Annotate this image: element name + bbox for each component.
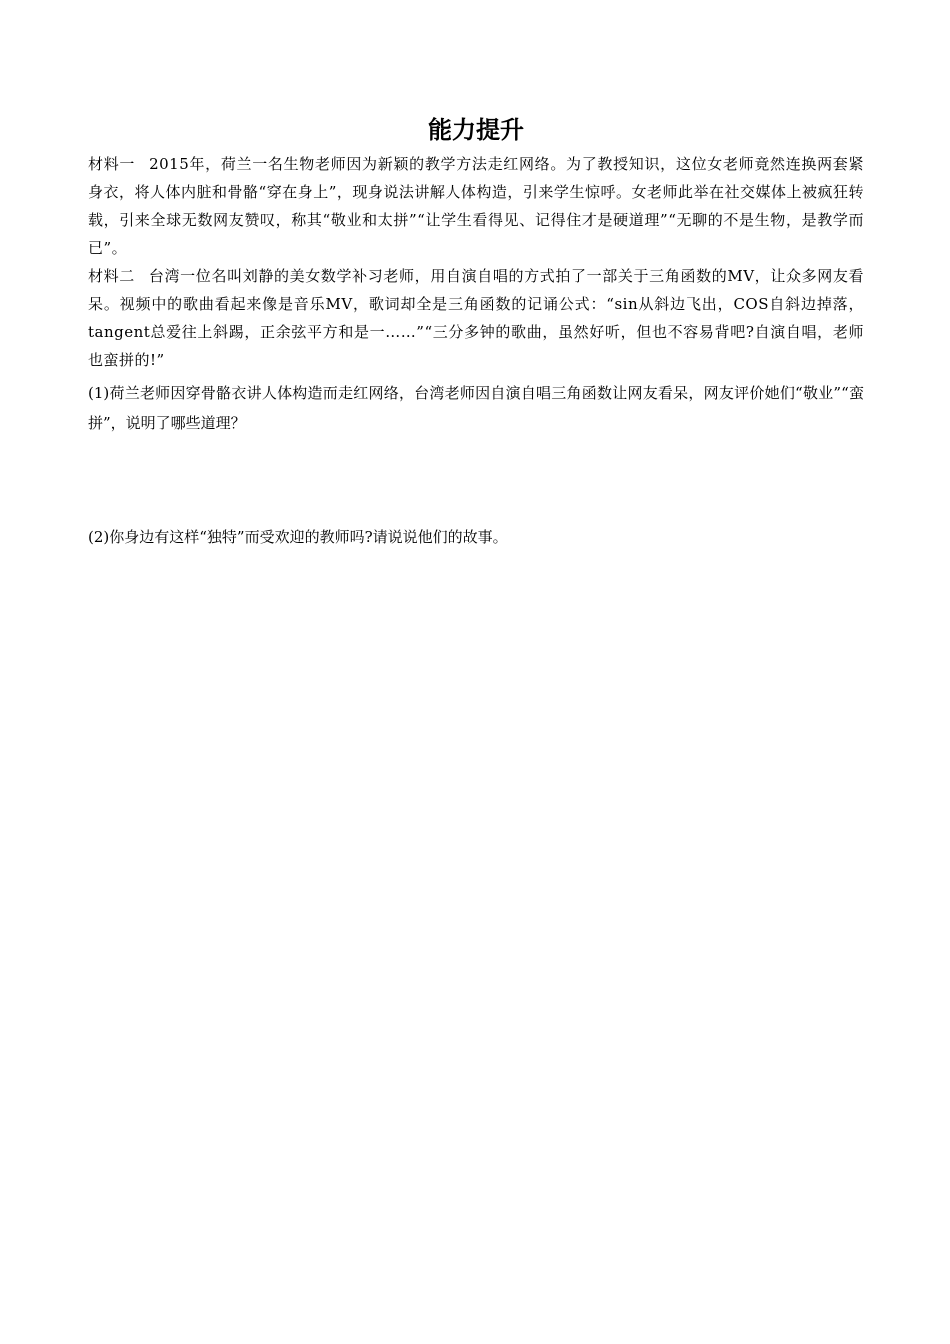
document-page [88, 110, 864, 552]
material-one-tag: 材料一 [88, 155, 136, 173]
answer-space-one [88, 438, 864, 518]
question-one: (1)荷兰老师因穿骨骼衣讲人体构造而走红网络，台湾老师因自演自唱三角函数让网友看呆，网友评价她们“敬业”“蛮拼”，说明了哪些道理？ [88, 384, 864, 432]
material-one-text: 2015年，荷兰一名生物老师因为新颖的教学方法走红网络。为了教授知识，这位女老师竟然连换两套紧身衣，将人体内脏和骨骼“穿在身上”，现身说法讲解人体构造，引来学生惊呼。女老师此举在社交媒体上被疯狂转载，引来全球无数网友赞叹，称其“敬业和太拼”“让学生看得见、记得住才是硬道理”“无聊的不是生物，是教学而已”。 [88, 155, 864, 257]
material-one [88, 150, 864, 262]
material-two [88, 262, 864, 374]
material-two-text: 台湾一位名叫刘静的美女数学补习老师，用自演自唱的方式拍了一部关于三角函数的MV，让众多网友看呆。视频中的歌曲看起来像是音乐MV，歌词却全是三角函数的记诵公式：“sin从斜边飞出，COS自斜边掉落，tangent总爱往上斜踢，正余弦平方和是一……”“三分多钟的歌曲，虽然好听，但也不容易背吧?自演自唱，老师也蛮拼的!” [88, 267, 864, 369]
question-two: (2)你身边有这样“独特”而受欢迎的教师吗?请说说他们的故事。 [88, 528, 508, 546]
material-two-tag: 材料二 [88, 267, 135, 285]
page-title: 能力提升 [428, 116, 524, 144]
